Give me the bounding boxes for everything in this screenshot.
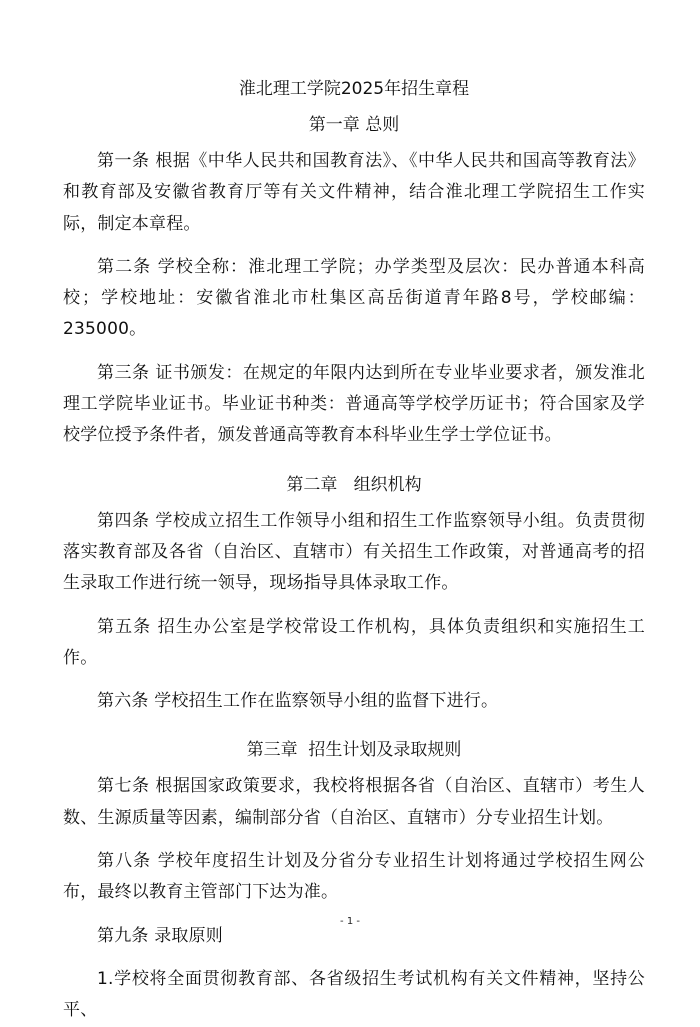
article-5: 第五条 招生办公室是学校常设工作机构，具体负责组织和实施招生工作。 (63, 616, 645, 668)
article-6: 第六条 学校招生工作在监察领导小组的监督下进行。 (97, 691, 499, 712)
chapter-heading-1: 第一章 总则 (308, 115, 400, 135)
article-2: 第二条 学校全称：淮北理工学院；办学类型及层次：民办普通本科高校；学校地址：安徽省淮北市杜集区高岳街道青年路8号，学校邮编：235000。 (63, 256, 645, 340)
article-4: 第四条 学校成立招生工作领导小组和招生工作监察领导小组。负责贯彻落实教育部及各省（自治区、直辖市）有关招生工作政策，对普通高考的招生录取工作进行统一领导，现场指导具体录取工作。 (63, 510, 645, 594)
document-title: 淮北理工学院2025年招生章程 (238, 79, 470, 99)
chapter-heading-3: 第三章 招生计划及录取规则 (246, 740, 462, 761)
chapter-heading-2: 第二章 组织机构 (286, 474, 422, 495)
article-9: 第九条 录取原则 (97, 925, 224, 946)
article-1: 第一条 根据《中华人民共和国教育法》、《中华人民共和国高等教育法》和教育部及安徽省教育厅等有关文件精神，结合淮北理工学院招生工作实际，制定本章程。 (63, 151, 645, 234)
article-8: 第八条 学校年度招生计划及分省分专业招生计划将通过学校招生网公布，最终以教育主管部门下达为准。 (63, 851, 645, 903)
article-7: 第七条 根据国家政策要求，我校将根据各省（自治区、直辖市）考生人数、生源质量等因素，编制部分省（自治区、直辖市）分专业招生计划。 (63, 776, 645, 828)
article-3: 第三条 证书颁发：在规定的年限内达到所在专业毕业要求者，颁发淮北理工学院毕业证书。毕业证书种类：普通高等学校学历证书；符合国家及学校学位授予条件者，颁发普通高等教育本科毕业生学士学位证书。 (63, 362, 645, 446)
page-number: - 1 - (340, 916, 360, 927)
document-body (63, 76, 645, 1027)
article-9-item-1: 1.学校将全面贯彻教育部、各省级招生考试机构有关文件精神，坚持公平、 (63, 968, 645, 1021)
